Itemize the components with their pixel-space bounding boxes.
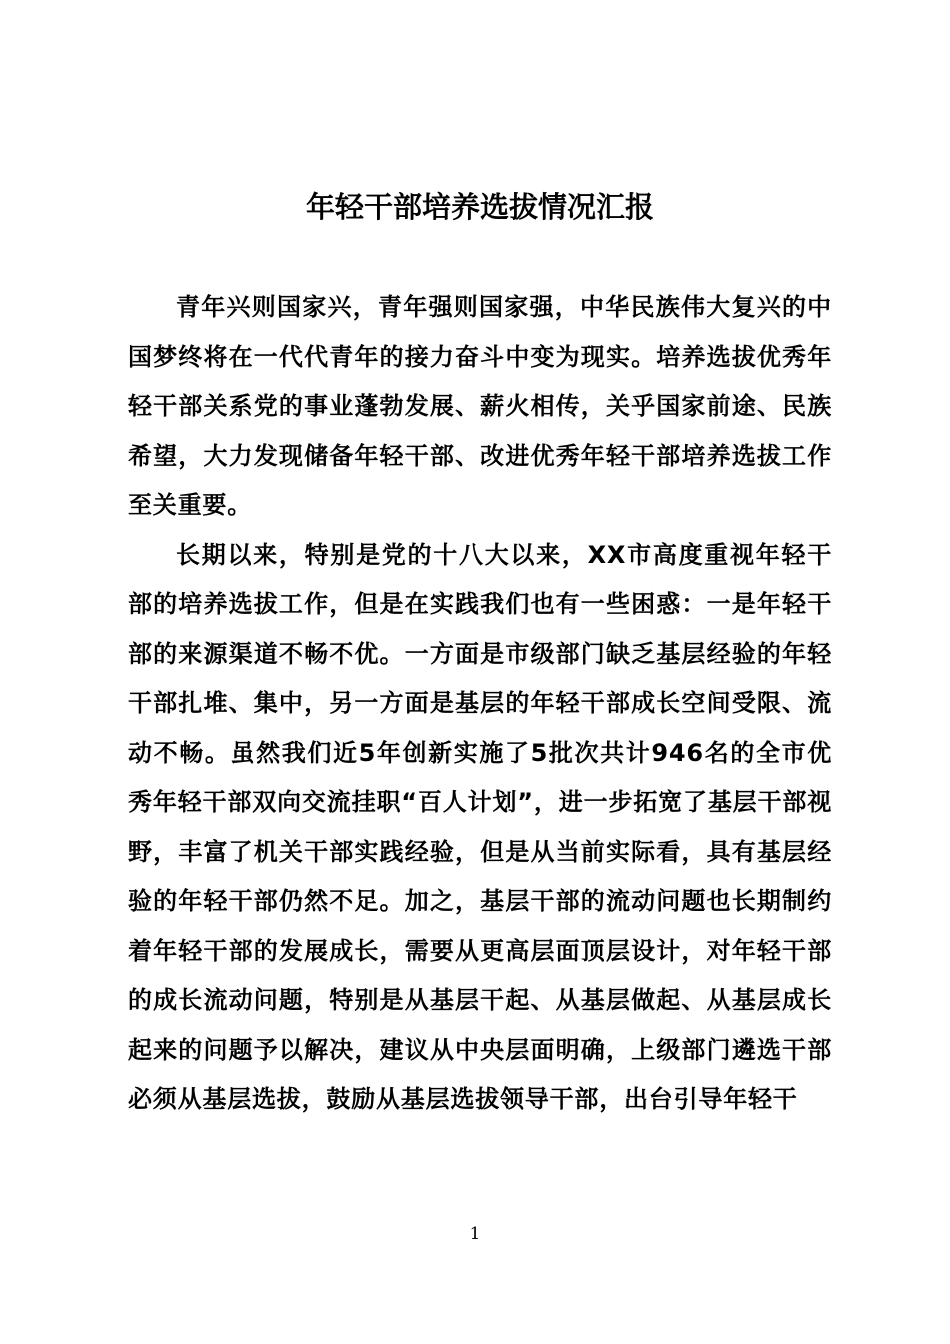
paragraph-intro: 青年兴则国家兴，青年强则国家强，中华民族伟大复兴的中国梦终将在一代代青年的接力奋斗中变为现实。培养选拔优秀年轻干部关系党的事业蓬勃发展、薪火相传，关乎国家前途、民族希望，大力发现储备年轻干部、改进优秀年轻干部培养选拔工作至关重要。: [128, 293, 832, 519]
paragraph-main: 长期以来，特别是党的十八大以来，XX市高度重视年轻干部的培养选拔工作，但是在实践我们也有一些困惑：一是年轻干部的来源渠道不畅不优。一方面是市级部门缺乏基层经验的年轻干部扎堆、集中，另一方面是基层的年轻干部成长空间受限、流动不畅。虽然我们近5年创新实施了5批次共计946名的全市优秀年轻干部双向交流挂职“百人计划”，进一步拓宽了基层干部视野，丰富了机关干部实践经验，但是从当前实际看，具有基层经验的年轻干部仍然不足。加之，基层干部的流动问题也长期制约着年轻干部的发展成长，需要从更高层面顶层设计，对年轻干部的成长流动问题，特别是从基层干起、从基层做起、从基层成长起来的问题予以解决，建议从中央层面明确，上级部门遴选干部必须从基层选拔，鼓励从基层选拔领导干部，出台引导年轻干: [128, 540, 832, 1113]
document-body: [128, 283, 832, 1125]
document-title: 年轻干部培养选拔情况汇报: [305, 190, 654, 224]
page-number: 1: [469, 1224, 481, 1244]
